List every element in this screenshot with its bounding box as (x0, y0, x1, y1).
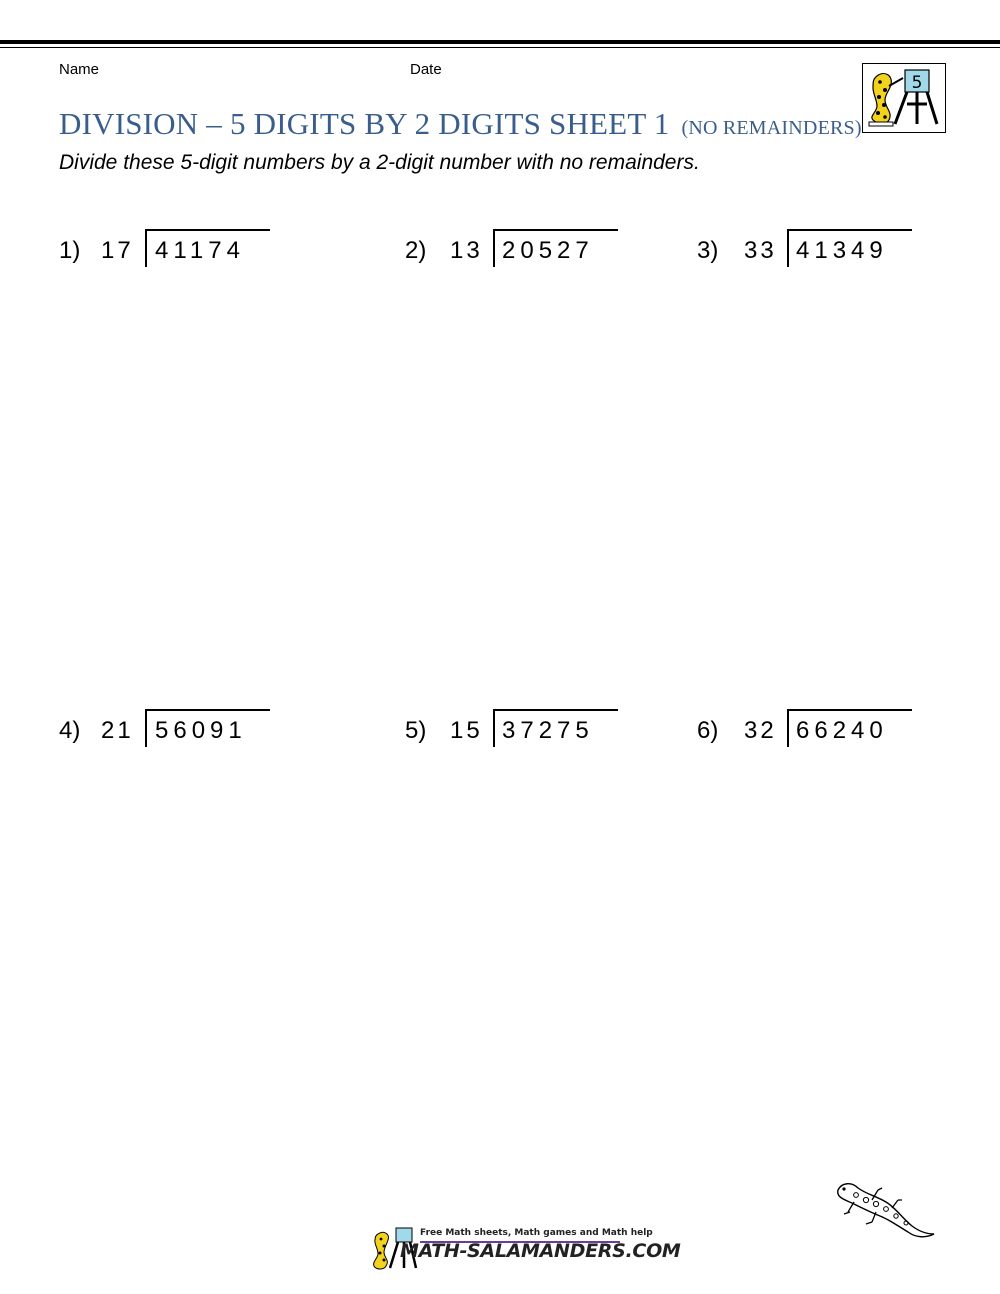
divisor: 17 (101, 237, 134, 264)
problem-2 (405, 229, 635, 269)
problem-5 (405, 709, 635, 749)
problem-number: 1) (59, 237, 81, 264)
dividend: 20527 (502, 237, 594, 264)
grade-badge-text: 5 (911, 73, 923, 93)
salamander-logo-icon (862, 63, 946, 133)
divisor: 21 (101, 717, 134, 744)
problem-number: 2) (405, 237, 427, 264)
dividend: 41174 (155, 237, 245, 264)
title-main: DIVISION – 5 DIGITS BY 2 DIGITS SHEET 1 (59, 106, 670, 141)
problem-number: 5) (405, 717, 427, 744)
divisor: 32 (744, 717, 777, 744)
top-rule (0, 40, 1000, 44)
problem-4 (59, 709, 289, 749)
problem-1 (59, 229, 289, 269)
dividend: 66240 (796, 717, 888, 744)
problem-6 (697, 709, 927, 749)
problem-number: 3) (697, 237, 719, 264)
date-label: Date (410, 61, 442, 78)
divisor: 13 (450, 237, 483, 264)
footer-tagline: Free Math sheets, Math games and Math help (420, 1228, 653, 1238)
instructions: Divide these 5-digit numbers by a 2-digit number with no remainders. (59, 151, 700, 174)
name-label: Name (59, 61, 100, 78)
dividend: 37275 (502, 717, 594, 744)
math-salamanders-logo (370, 1226, 681, 1272)
dividend: 41349 (796, 237, 888, 264)
problem-number: 4) (59, 717, 81, 744)
salamander-footer-icon (832, 1178, 936, 1242)
top-rule-thin (0, 47, 1000, 48)
problem-number: 6) (697, 717, 719, 744)
page-title (59, 106, 862, 142)
divisor: 15 (450, 717, 483, 744)
title-subtitle: (NO REMAINDERS) (681, 117, 862, 139)
divisor: 33 (744, 237, 777, 264)
problem-3 (697, 229, 927, 269)
footer-brand: MATH-SALAMANDERS.COM (400, 1240, 681, 1262)
dividend: 56091 (155, 717, 247, 744)
